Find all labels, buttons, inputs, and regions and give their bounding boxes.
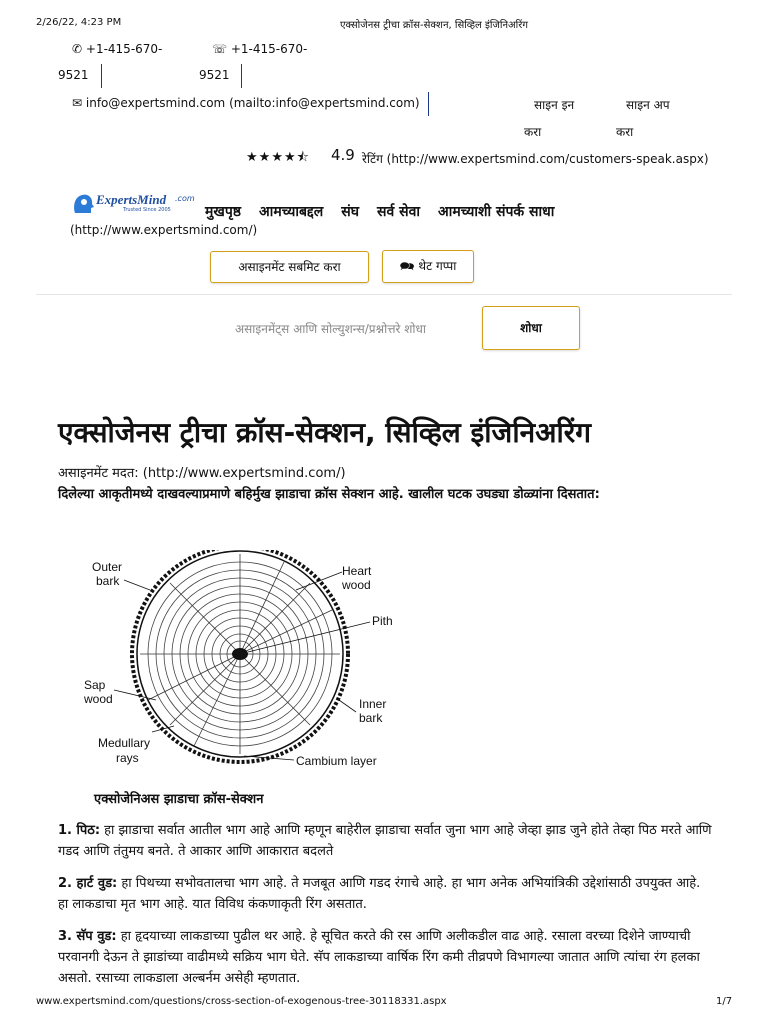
label-cambium-layer: Cambium layer	[296, 754, 377, 768]
star-icon: ★	[258, 150, 272, 165]
star-icon: ★	[271, 150, 284, 165]
star-icon: ★	[283, 150, 297, 165]
nav-about[interactable]: आमच्याबद्दल	[259, 204, 324, 220]
label-medullary-rays-1: Medullary	[98, 736, 151, 750]
item-pith-text: हा झाडाचा सर्वात आतील भाग आहे आणि म्हणून बाहेरील झाडाचा सर्वात जुना भाग आहे जेव्हा झाड जुने होते तेव्हा पिठ मरते आणि गडद आणि तंतुमय बनते. ते आकार आणि आकारात बदलते	[58, 823, 712, 859]
live-chat-label: थेट गप्पा	[418, 259, 457, 273]
divider	[241, 64, 242, 88]
label-sap-wood-2: wood	[84, 692, 113, 706]
item-sap-wood	[58, 926, 714, 989]
live-chat-button[interactable]	[382, 250, 474, 283]
whatsapp-link[interactable]	[212, 42, 307, 56]
whatsapp-number-line1: +1-415-670-	[230, 42, 308, 56]
rating-value: 4.9	[331, 146, 355, 164]
print-datetime: 2/26/22, 4:23 PM	[36, 17, 122, 28]
phone-icon: ✆	[72, 42, 83, 56]
whatsapp-number-line2: 9521	[199, 68, 230, 82]
print-page-number: 1/7	[716, 996, 733, 1007]
site-logo[interactable]	[71, 191, 199, 217]
nav-team[interactable]: संघ	[341, 204, 360, 220]
sign-in-link-line1[interactable]: साइन इन	[534, 98, 575, 112]
label-heart-wood-1: Heart	[342, 564, 372, 578]
email-text: info@expertsmind.com (mailto:info@expertsmind.com)	[85, 96, 420, 110]
search-placeholder: असाइनमेंट्स आणि सोल्युशन्स/प्रश्नोत्तरे शोधा	[235, 322, 426, 336]
whatsapp-icon: ☏	[212, 42, 228, 56]
intro-paragraph: दिलेल्या आकृतीमध्ये दाखवल्याप्रमाणे बहिर्मुख झाडाचा क्रॉस सेक्शन आहे. खालील घटक उघड्या डोळ्यांना दिसतात:	[58, 487, 600, 502]
item-sap-wood-heading: 3. सॅप वुड:	[58, 929, 117, 944]
nav-contact[interactable]: आमच्याशी संपर्क साधा	[438, 204, 555, 220]
label-medullary-rays-2: rays	[116, 751, 139, 765]
label-inner-bark-1: Inner	[359, 697, 387, 711]
submit-assignment-button[interactable]: असाइनमेंट सबमिट करा	[210, 251, 369, 283]
print-footer-url: www.expertsmind.com/questions/cross-section-of-exogenous-tree-30118331.aspx	[36, 996, 447, 1007]
divider	[101, 64, 102, 88]
item-sap-wood-text: हा हृदयाच्या लाकडाच्या पुढील थर आहे. हे सूचित करते की रस आणि अलीकडील वाढ आहे. रसाला वरच्या दिशेने जाण्याची परवानगी देऊन ते झाडांच्या वाढीमध्ये सक्रिय भाग घेते. सॅप लाकडाच्या वार्षिक रिंग कमी तीव्रपणे विभागल्या जातात आणि त्यांचा रंग हलका असतो. रसाच्या लाकडाला अल्बर्नम असेही म्हणतात.	[58, 929, 700, 986]
label-outer-bark-2: bark	[96, 574, 120, 588]
header-divider	[36, 294, 732, 295]
page-title: एक्सोजेनस ट्रीचा क्रॉस-सेक्शन, सिव्हिल इंजिनिअरिंग	[58, 416, 591, 449]
label-sap-wood-1: Sap	[84, 678, 106, 692]
search-button[interactable]: शोधा	[482, 306, 580, 350]
phone-link[interactable]	[72, 42, 162, 56]
nav-home[interactable]: मुखपृष्ठ	[205, 204, 242, 220]
logo-suffix: .com	[175, 194, 195, 203]
divider	[428, 92, 429, 116]
item-heart-wood-text: हा पिथच्या सभोवतालचा भाग आहे. ते मजबूत आणि गडद रंगाचे आहे. हा भाग अनेक अभियांत्रिकी उद्देशांसाठी उपयुक्त आहे. हा लाकडाचा मृत भाग आहे. यात विविध कंकणाकृती रिंग असतात.	[58, 876, 701, 912]
sign-up-link-line2[interactable]: करा	[616, 125, 634, 139]
sign-up-link-line1[interactable]: साइन अप	[626, 98, 670, 112]
item-heart-wood	[58, 873, 714, 915]
item-pith-heading: 1. पिठ:	[58, 823, 101, 838]
logo-tagline: Trusted Since 2005	[123, 207, 171, 213]
item-pith	[58, 820, 714, 862]
sign-in-link-line2[interactable]: करा	[524, 125, 542, 139]
pith-core	[232, 648, 248, 660]
item-heart-wood-heading: 2. हार्ट वुड:	[58, 876, 118, 891]
half-star-icon: ⯪	[296, 150, 310, 165]
star-icon: ★	[246, 150, 259, 165]
home-link-url[interactable]: (http://www.expertsmind.com/)	[70, 223, 258, 237]
figure-caption: एक्सोजेनिअस झाडाचा क्रॉस-सेक्शन	[94, 792, 264, 807]
phone-number-line1: +1-415-670-	[85, 42, 163, 56]
search-input[interactable]	[212, 306, 478, 348]
label-outer-bark-1: Outer	[92, 560, 123, 574]
envelope-icon: ✉	[72, 96, 83, 110]
print-doc-title: एक्सोजेनस ट्रीचा क्रॉस-सेक्शन, सिव्हिल इंजिनिअरिंग	[340, 20, 528, 31]
chat-icon: 🗪	[399, 259, 415, 273]
cross-section-figure	[84, 550, 414, 774]
nav-all-services[interactable]: सर्व सेवा	[377, 204, 421, 220]
assignment-help-link[interactable]: असाइनमेंट मदत: (http://www.expertsmind.com/)	[58, 466, 346, 481]
label-heart-wood-2: wood	[342, 578, 371, 592]
rating-link[interactable]: रेटिंग (http://www.expertsmind.com/customers-speak.aspx)	[362, 152, 709, 166]
phone-number-line2: 9521	[58, 68, 89, 82]
rating-stars	[246, 148, 310, 170]
main-nav	[205, 201, 572, 221]
logo-name: ExpertsMind	[96, 192, 167, 207]
email-link[interactable]	[72, 96, 420, 110]
label-pith: Pith	[372, 614, 393, 628]
label-inner-bark-2: bark	[359, 711, 383, 725]
